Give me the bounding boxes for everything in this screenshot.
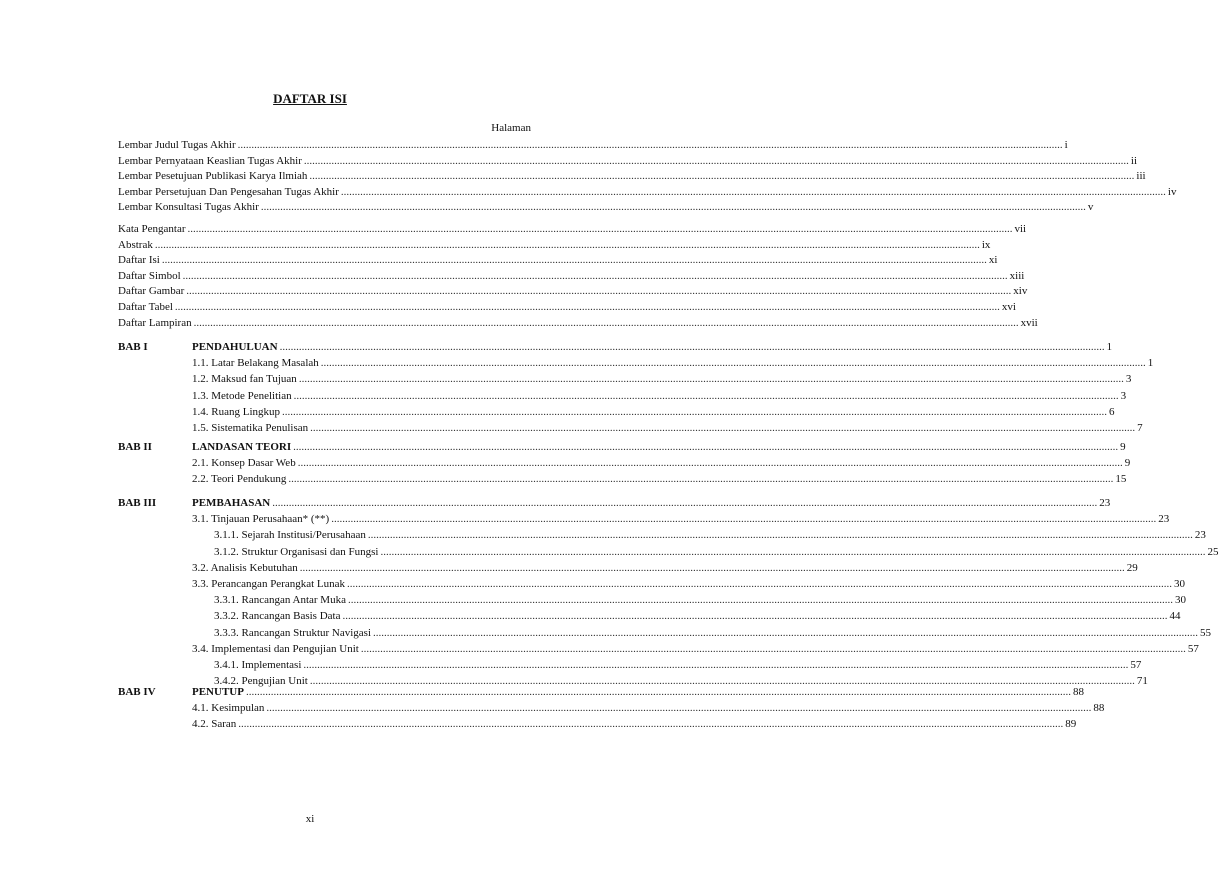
dot-leader: ............................................................................................................................................................................................................................................................................................................ [279,341,1105,353]
dot-leader: ............................................................................................................................................................................................................................................................................................................ [154,238,980,251]
entry-label: Daftar Isi [118,254,160,267]
dot-leader: ............................................................................................................................................................................................................................................................................................................ [245,686,1071,698]
toc-subentry [192,472,1127,486]
entry-label: Daftar Simbol [118,269,181,282]
dot-leader: ............................................................................................................................................................................................................................................................................................................ [373,626,1199,639]
entry-page-number: v [1087,201,1094,214]
dot-leader: ............................................................................................................................................................................................................................................................................................................ [360,642,1186,655]
entry-page-number: 7 [1137,422,1143,434]
dot-leader: ............................................................................................................................................................................................................................................................................................................ [299,561,1125,574]
dot-leader: ............................................................................................................................................................................................................................................................................................................ [161,254,987,267]
entry-page-number: 3 [1120,389,1127,402]
entry-page-number: 25 [1207,545,1219,558]
entry-label: 4.1. Kesimpulan [192,702,265,715]
dot-leader: ............................................................................................................................................................................................................................................................................................................ [272,497,1098,509]
entry-page-number: xvii [1020,316,1038,329]
dot-leader: ............................................................................................................................................................................................................................................................................................................ [282,405,1107,418]
dot-leader: ............................................................................................................................................................................................................................................................................................................ [260,201,1086,214]
toc-entry [118,269,1025,283]
toc-entry [118,154,1138,168]
dot-leader: ............................................................................................................................................................................................................................................................................................................ [193,316,1019,329]
entry-label: 3.2. Analisis Kebutuhan [192,561,298,574]
entry-page-number: 88 [1093,702,1105,715]
entry-page-number: 15 [1115,473,1127,486]
dot-leader: ............................................................................................................................................................................................................................................................................................................ [237,139,1063,151]
toc-subentry [214,658,1142,672]
chapter-number: BAB III [118,497,157,509]
chapter-heading [192,496,1111,510]
entry-label: 1.5. Sistematika Penulisan [192,422,309,434]
chapter-number: BAB II [118,441,152,453]
dot-leader: ............................................................................................................................................................................................................................................................................................................ [297,457,1123,470]
toc-entry [118,284,1028,298]
entry-page-number: vii [1014,223,1027,235]
toc-subentry [192,421,1143,435]
toc-entry [118,316,1038,330]
dot-leader: ............................................................................................................................................................................................................................................................................................................ [293,441,1119,453]
toc-entry [118,238,991,252]
entry-label: Daftar Tabel [118,301,173,313]
toc-subentry [192,372,1132,386]
entry-page-number: xiii [1009,269,1025,282]
entry-page-number: 30 [1174,578,1186,590]
entry-label: 3.4.2. Pengujian Unit [214,675,308,688]
dot-leader: ............................................................................................................................................................................................................................................................................................................ [303,154,1129,167]
entry-label: 3.4.1. Implementasi [214,659,302,671]
entry-page-number: 23 [1194,529,1206,542]
toc-subentry [192,456,1131,470]
entry-label: PENUTUP [192,686,244,698]
toc-subentry [192,512,1170,526]
toc-entry [118,138,1068,152]
dot-leader: ............................................................................................................................................................................................................................................................................................................ [320,357,1146,370]
entry-label: 3.3.3. Rancangan Struktur Navigasi [214,626,372,639]
chapter-number: BAB I [118,341,148,353]
entry-label: 3.1.2. Struktur Organisasi dan Fungsi [214,545,379,558]
toc-entry [118,300,1016,314]
chapter-heading [192,685,1084,699]
dot-leader: ............................................................................................................................................................................................................................................................................................................ [347,578,1173,590]
entry-label: PEMBAHASAN [192,497,271,509]
dot-leader: ............................................................................................................................................................................................................................................................................................................ [238,718,1064,731]
entry-page-number: 6 [1109,405,1115,418]
page-number: xi [305,813,315,825]
page-title: DAFTAR ISI [273,91,347,106]
dot-leader: ............................................................................................................................................................................................................................................................................................................ [347,594,1173,607]
toc-subentry [192,561,1138,575]
chapter-heading [192,440,1126,454]
entry-page-number: ix [981,238,991,251]
dot-leader: ............................................................................................................................................................................................................................................................................................................ [380,545,1206,558]
entry-page-number: 55 [1200,626,1212,639]
dot-leader: ............................................................................................................................................................................................................................................................................................................ [298,373,1124,386]
entry-label: Lembar Pesetujuan Publikasi Karya Ilmiah [118,170,308,183]
dot-leader: ............................................................................................................................................................................................................................................................................................................ [309,170,1135,183]
entry-label: Lembar Judul Tugas Akhir [118,139,236,151]
entry-page-number: xvi [1001,301,1016,313]
entry-label: 3.1. Tinjauan Perusahaan* (**) [192,513,330,526]
halaman-label: Halaman [491,122,531,134]
dot-leader: ............................................................................................................................................................................................................................................................................................................ [293,389,1119,402]
entry-label: PENDAHULUAN [192,341,278,353]
entry-page-number: 57 [1187,642,1199,655]
entry-page-number: xiv [1013,285,1028,298]
dot-leader: ............................................................................................................................................................................................................................................................................................................ [309,675,1135,688]
dot-leader: ............................................................................................................................................................................................................................................................................................................ [186,285,1012,298]
entry-label: 2.1. Konsep Dasar Web [192,457,296,470]
entry-label: 3.3. Perancangan Perangkat Lunak [192,578,346,590]
toc-entry [118,185,1177,199]
chapter-heading [192,340,1113,354]
entry-label: 3.3.1. Rancangan Antar Muka [214,594,346,607]
toc-subentry [192,356,1154,370]
toc-subentry [192,642,1199,656]
toc-subentry [214,626,1212,640]
toc-subentry [192,389,1127,403]
entry-label: 3.3.2. Rancangan Basis Data [214,610,341,623]
entry-page-number: 9 [1124,457,1131,470]
entry-label: Daftar Gambar [118,285,185,298]
toc-subentry [214,528,1206,542]
entry-label: LANDASAN TEORI [192,441,292,453]
entry-page-number: iii [1136,170,1146,183]
entry-label: 1.2. Maksud fan Tujuan [192,373,297,386]
entry-label: Lembar Pernyataan Keaslian Tugas Akhir [118,154,302,167]
entry-page-number: 29 [1126,561,1138,574]
entry-page-number: ii [1130,154,1138,167]
entry-page-number: 71 [1136,675,1148,688]
entry-page-number: xi [988,254,998,267]
entry-page-number: 89 [1065,718,1077,731]
entry-page-number: 23 [1099,497,1111,509]
entry-page-number: 3 [1125,373,1132,386]
toc-entry [118,222,1027,236]
toc-subentry [214,609,1181,623]
entry-page-number: 88 [1072,686,1084,698]
entry-label: 3.1.1. Sejarah Institusi/Perusahaan [214,529,366,542]
entry-page-number: iv [1167,185,1177,198]
entry-page-number: 9 [1120,441,1126,453]
entry-label: Daftar Lampiran [118,316,192,329]
toc-entry [118,253,998,267]
dot-leader: ............................................................................................................................................................................................................................................................................................................ [303,659,1129,671]
dot-leader: ............................................................................................................................................................................................................................................................................................................ [367,529,1193,542]
entry-label: 1.4. Ruang Lingkup [192,405,280,418]
toc-entry [118,169,1146,183]
dot-leader: ............................................................................................................................................................................................................................................................................................................ [310,422,1136,434]
entry-label: Lembar Konsultasi Tugas Akhir [118,201,259,214]
dot-leader: ............................................................................................................................................................................................................................................................................................................ [331,513,1157,526]
entry-page-number: 1 [1106,341,1113,353]
toc-subentry [192,577,1186,591]
dot-leader: ............................................................................................................................................................................................................................................................................................................ [342,610,1168,623]
toc-subentry [192,717,1077,731]
entry-label: Abstrak [118,238,153,251]
chapter-number: BAB IV [118,686,156,698]
entry-page-number: 57 [1130,659,1142,671]
entry-label: 3.4. Implementasi dan Pengujian Unit [192,642,359,655]
entry-label: Kata Pengantar [118,223,186,235]
toc-subentry [214,545,1219,559]
dot-leader: ............................................................................................................................................................................................................................................................................................................ [340,185,1166,198]
toc-subentry [192,701,1105,715]
dot-leader: ............................................................................................................................................................................................................................................................................................................ [288,473,1114,486]
entry-label: 2.2. Teori Pendukung [192,473,287,486]
entry-page-number: 23 [1158,513,1170,526]
entry-label: Lembar Persetujuan Dan Pengesahan Tugas Akhir [118,185,339,198]
toc-entry [118,200,1094,214]
entry-label: 1.3. Metode Penelitian [192,389,292,402]
entry-page-number: 30 [1174,594,1186,607]
toc-subentry [192,405,1115,419]
dot-leader: ............................................................................................................................................................................................................................................................................................................ [174,301,1000,313]
entry-page-number: 1 [1147,357,1154,370]
toc-subentry [214,593,1186,607]
entry-page-number: i [1064,139,1068,151]
dot-leader: ............................................................................................................................................................................................................................................................................................................ [182,269,1008,282]
entry-label: 4.2. Saran [192,718,237,731]
dot-leader: ............................................................................................................................................................................................................................................................................................................ [187,223,1013,235]
entry-page-number: 44 [1169,610,1181,623]
entry-label: 1.1. Latar Belakang Masalah [192,357,319,370]
dot-leader: ............................................................................................................................................................................................................................................................................................................ [266,702,1092,715]
